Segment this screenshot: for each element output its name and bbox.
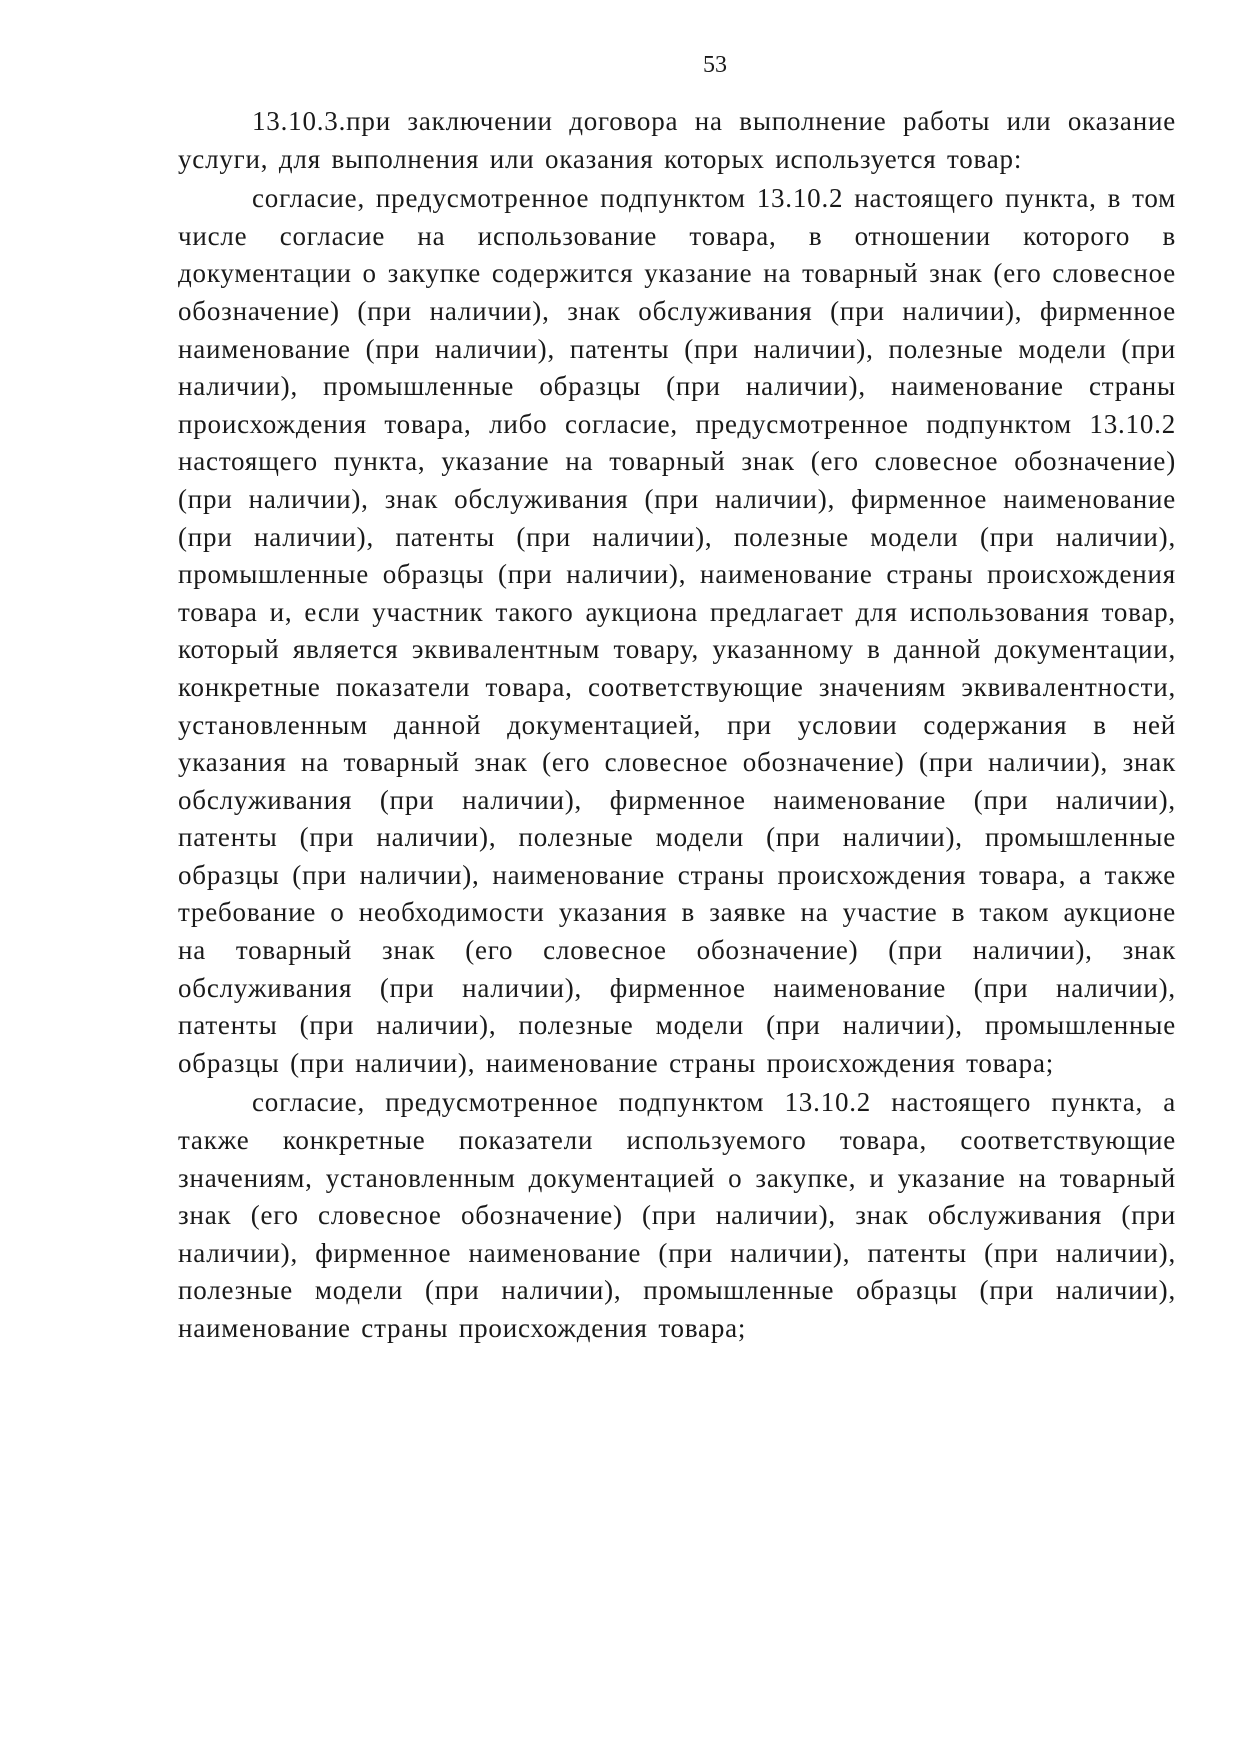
paragraph-consent-equivalent: согласие, предусмотренное подпунктом 13.10.2 настоящего пункта, в том числе согласие на использование товара, в отношении которого в документации о закупке содержится указание на товарный знак (его словесное обозначение) (при наличии), знак обслуживания (при наличии), фирменное наименование (при наличии), патенты (при наличии), полезные модели (при наличии), промышленные образцы (при наличии), наименование страны происхождения товара, либо согласие, предусмотренное подпунктом 13.10.2 настоящего пункта, указание на товарный знак (его словесное обозначение) (при наличии), знак обслуживания (при наличии), фирменное наименование (при наличии), патенты (при наличии), полезные модели (при наличии), промышленные образцы (при наличии), наименование страны происхождения товара и, если участник такого аукциона предлагает для использования товар, который является эквивалентным товару, указанному в данной документации, конкретные показатели товара, соответствующие значениям эквивалентности, установленным данной документацией, при условии содержания в ней указания на товарный знак (его словесное обозначение) (при наличии), знак обслуживания (при наличии), фирменное наименование (при наличии), патенты (при наличии), полезные модели (при наличии), промышленные образцы (при наличии), наименование страны происхождения товара, а также требование о необходимости указания в заявке на участие в таком аукционе на товарный знак (его словесное обозначение) (при наличии), знак обслуживания (при наличии), фирменное наименование (при наличии), патенты (при наличии), полезные модели (при наличии), промышленные образцы (при наличии), наименование страны происхождения товара;: [178, 183, 1176, 1078]
paragraph-13-10-3: 13.10.3.при заключении договора на выполнение работы или оказание услуги, для выполнения или оказания которых используется товар:: [178, 106, 1176, 174]
page-number: 53: [703, 52, 727, 78]
paragraph-consent-indicators: согласие, предусмотренное подпунктом 13.10.2 настоящего пункта, а также конкретные показатели используемого товара, соответствующие значениям, установленным документацией о закупке, и указание на товарный знак (его словесное обозначение) (при наличии), знак обслуживания (при наличии), фирменное наименование (при наличии), патенты (при наличии), полезные модели (при наличии), промышленные образцы (при наличии), наименование страны происхождения товара;: [178, 1087, 1176, 1343]
document-body: [178, 103, 1176, 1348]
